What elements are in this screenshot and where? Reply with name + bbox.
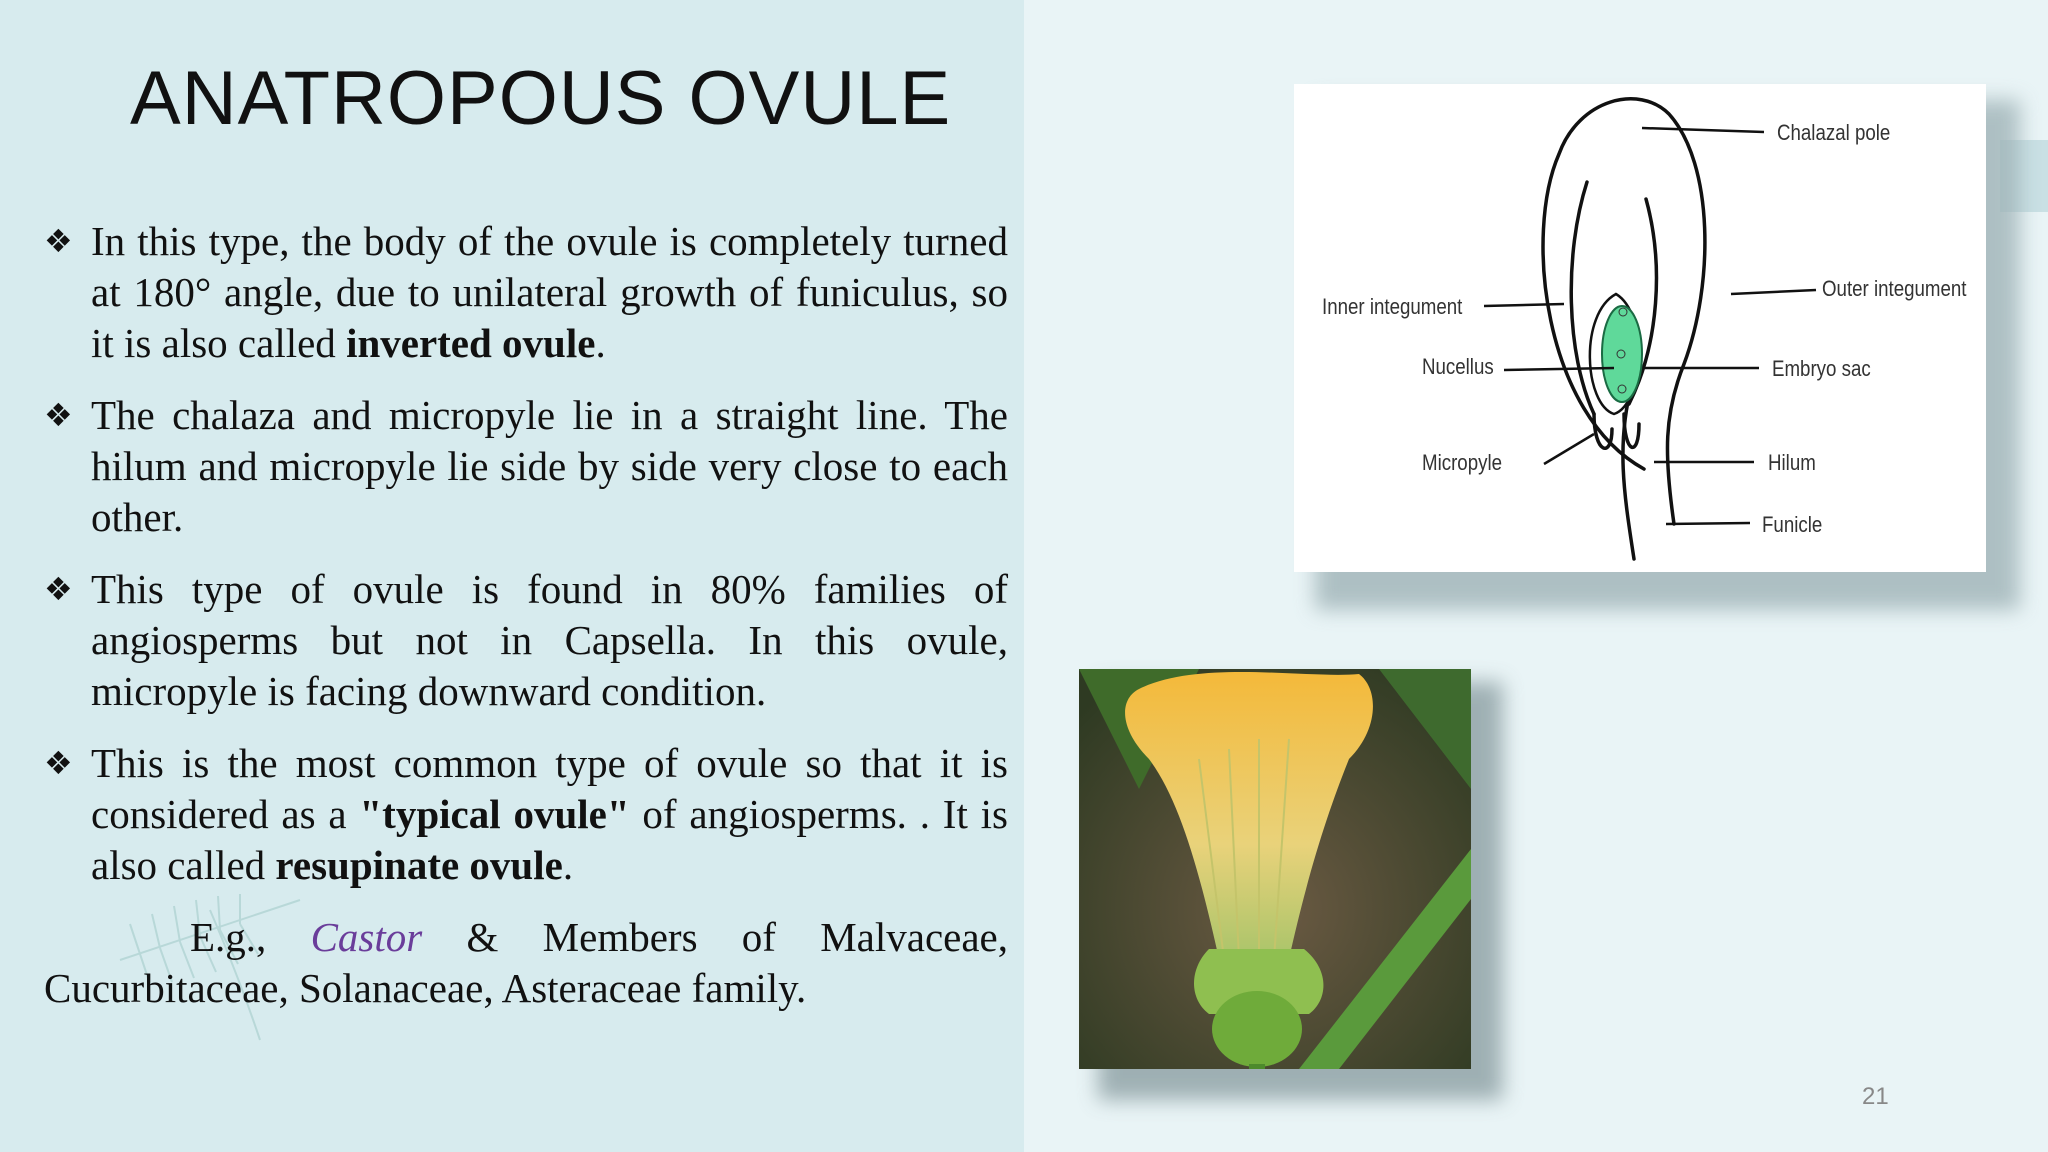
diagram-leaders	[1484, 128, 1816, 524]
bullet-list	[44, 216, 1008, 1014]
bullet-text: This type of ovule is found in 80% families of angiosperms but not in Capsella. In this ovule, micropyle is facing downward condition.	[91, 566, 1008, 714]
example-suffix: & Members of Malvaceae, Cucurbitaceae, Solanaceae, Asteraceae family.	[44, 914, 1009, 1011]
flower-image	[1079, 669, 1471, 1069]
label-outer-integument: Outer integument	[1822, 276, 1967, 301]
diamond-bullet-icon: ❖	[44, 222, 73, 260]
diamond-bullet-icon: ❖	[44, 744, 73, 782]
bullet-text: The chalaza and micropyle lie in a straight line. The hilum and micropyle lie side by side very close to each other.	[91, 392, 1008, 540]
bullet-text: .	[595, 320, 606, 366]
bullet-item	[44, 390, 1008, 543]
label-micropyle: Micropyle	[1422, 450, 1503, 475]
inner-integument-left	[1571, 182, 1594, 414]
diamond-bullet-icon: ❖	[44, 570, 73, 608]
example-text	[44, 912, 1008, 1014]
bullet-item	[44, 216, 1008, 369]
ovule-diagram	[1294, 84, 1986, 572]
label-chalazal-pole: Chalazal pole	[1777, 120, 1891, 145]
bullet-text: .	[562, 842, 574, 888]
diamond-bullet-icon: ❖	[44, 396, 73, 434]
label-funicle: Funicle	[1762, 512, 1823, 537]
label-embryo-sac: Embryo sac	[1772, 356, 1871, 381]
bullet-text: This is the most common type of ovule so that it is considered as a	[91, 740, 1008, 837]
flower-photo	[1079, 669, 1471, 1069]
bullet-bold: resupinate ovule	[275, 842, 563, 888]
label-nucellus: Nucellus	[1422, 354, 1494, 379]
funicle-line	[1623, 384, 1634, 559]
example-prefix: E.g.,	[190, 914, 311, 960]
bullet-item	[44, 738, 1008, 891]
page-title: ANATROPOUS OVULE	[130, 56, 952, 141]
page-number: 21	[1862, 1083, 1889, 1110]
embryo-sac	[1602, 306, 1642, 402]
micropyle-canal-left	[1594, 414, 1612, 448]
label-inner-integument: Inner integument	[1322, 294, 1463, 319]
bullet-bold: "typical ovule"	[359, 791, 630, 837]
example-castor: Castor	[310, 914, 423, 960]
bullet-bold: inverted ovule	[346, 320, 596, 366]
bullet-text: In this type, the body of the ovule is completely turned at 180° angle, due to unilateral growth of funiculus, so it is also called	[91, 218, 1008, 366]
ovule-drawing	[1294, 84, 1986, 572]
label-hilum: Hilum	[1768, 450, 1816, 475]
bullet-item	[44, 564, 1008, 717]
bullet-text: of angiosperms. . It is also called	[91, 791, 1009, 888]
